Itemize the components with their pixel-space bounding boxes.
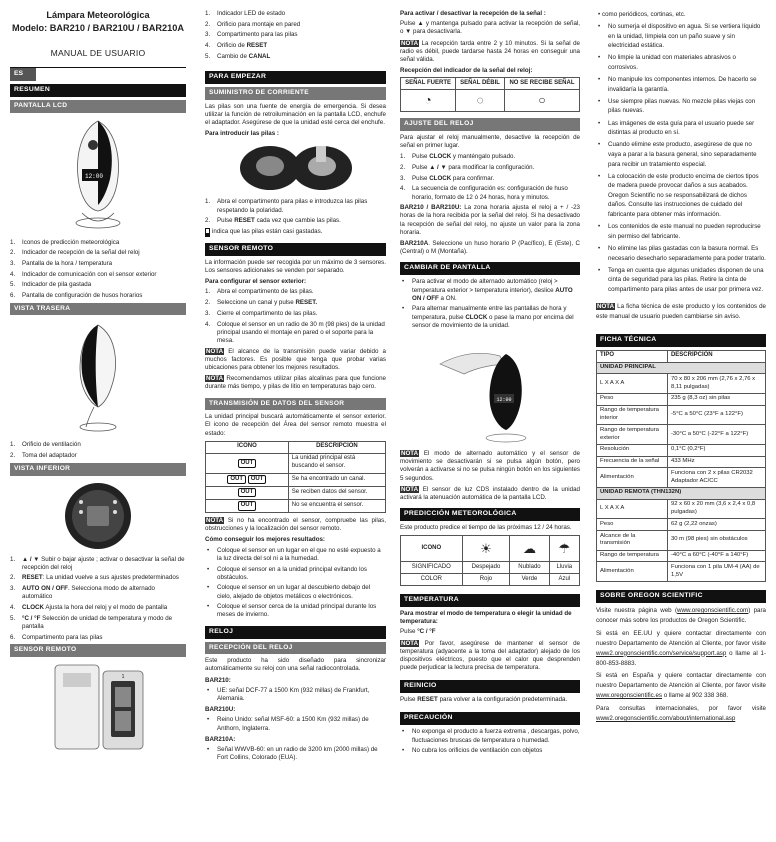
zona-text: BAR210 / BAR210U: La zona horaria ajusta el reloj a + / -23 horas de la hora recibida por la señal del reloj. Si ha desactivado la recepción de señal del reloj, no ajuste un valor para la zona horaria. [400,204,580,236]
mejores-heading: Cómo conseguir los mejores resultados: [205,536,325,544]
es-support-link[interactable]: www.oregonscientific.es [596,692,663,700]
table-row [401,90,580,112]
precaucion-list-cont [596,10,766,294]
list-item: • Coloque el sensor en un lugar al descubierto debajo del cielo, alejado de objetos metálicos o electrónicos. [205,584,386,600]
section-ficha: FICHA TÉCNICA [596,334,766,347]
list-item: 2. Seleccione un canal y pulse RESET. [205,299,318,307]
list-item: • No sumerja el dispositivo en agua. Si se vertiera líquido en la unidad, límpiela con un paño suave y sin electricidad estática. [596,22,766,51]
out-receiving-icon: OUT [238,488,257,497]
list-item: 2. Indicador de recepción de la señal del reloj [10,249,140,257]
table-row: Alcance de la transmisión 30 m (98 pies) sin obstáculos [597,531,766,551]
list-item: • Las imágenes de esta guía para el usuario puede ser distintas al producto en sí. [596,119,766,138]
list-item: • La colocación de este producto encima de ciertos tipos de madera puede provocar daños a sus acabados. Oregon Scientific no se responsabilizará de dichos daños. Consulte las instrucciones de cuidado del fabricante para obtener más información. [596,172,766,220]
section-prediccion: PREDICCIÓN METEOROLÓGICA [400,508,580,521]
list-item: • Los contenidos de este manual no pueden reproducirse sin permiso del fabricante. [596,222,766,241]
list-item: 5. Indicador de pila gastada [10,281,92,289]
signal-icon-table: ICONO DESCRIPCIÓN OUT La unidad principal está buscando el sensor. OUT OUT Se ha encontrado un canal. OUT Se reciben datos del sensor. OUT No se encuentra el sensor. [205,441,386,513]
list-item: • Para alternar manualmente entre las pantallas de hora y temperatura, pulse CLOCK o pase la mano por encima del sensor de movimiento de la unidad. [400,305,580,330]
list-item: 4. La secuencia de configuración es: configuración de huso horario, formato de 12 ó 24 horas, hora y minutos. [400,185,568,201]
list-item: 2. Pulse RESET cada vez que cambie las pilas. [205,217,341,225]
website-link[interactable]: www.oregonscientific.com [677,606,749,614]
table-row: Rango de temperatura interior -5°C a 50°C (23°F a 122°F) [597,405,766,425]
table-row: OUT La unidad principal está buscando el sensor. [206,453,386,473]
specs-table: TIPO DESCRIPCIÓN UNIDAD PRINCIPAL L X A X A 70 x 80 x 206 mm (2,76 x 2,76 x 8,11 pulgadas) Peso 235 g (8,3 oz) sin pilas Rango de temperatura interior -5°C a 50°C (23°F a 122°F) Rango de temperatura exterior -30°C a 50°C (-22°F a 122°F) Resolución 0,1°C (0,2°F) Frecuencia de la señal 433 MHz Alimentación Funciona con 2 x pilas CR2032 Adaptador AC/CC UNIDAD REMOTA (THN132N) L X A X A 92 x 60 x 20 mm (3,6 x 2,4 x 0,8 pulgadas) Peso 62 g (2,22 onzas) Alcance de la transmisión 30 m (98 pies) sin obstáculos Rango de temperatura -40°C a 60°C (-40°F a 140°F) Alimentación Funciona con 1 pila UM-4 (AA) de 1,5V [596,350,766,582]
list-item: 1. Abra el compartimento de las pilas. [205,288,314,296]
channel-number: 1 [121,673,125,680]
list-item: • Señal WWVB-60: en un radio de 3200 km (2000 millas) de Fort Collins, Colorado (EUA). [205,746,386,762]
out-found-icon: OUT [248,475,267,484]
note: NOTA La ficha técnica de este producto y los contenidos de este manual de usuario pueden cambiarse sin aviso. [596,303,766,321]
configurar-heading: Para configurar el sensor exterior: [205,278,307,286]
introducir-heading: Para introducir las pilas : [205,130,279,138]
rear-legend-list [10,441,186,460]
list-item: • No elimine las pilas gastadas con la basura normal. Es necesario desecharlo separadamente para poder tratarlo. [596,244,766,263]
recepcion-text: Este producto ha sido diseñado para sincronizar automáticamente su reloj con una señal radiocontrolada. [205,657,386,673]
list-item: 3. Pantalla de la hora / temperatura [10,260,113,267]
table-row: Rango de temperatura -40°C a 60°C (-40°F a 140°F) [597,550,766,562]
precaucion-list [400,728,580,755]
strong-signal-icon: ◔ [424,92,432,107]
remote-sensor-illustration [43,661,153,753]
low-battery-line: indica que las pilas están casi gastadas. [205,228,386,237]
ajuste-text: Para ajustar el reloj manualmente, desactive la recepción de señal en primer lugar. [400,133,580,150]
model-list [205,746,386,762]
model-heading: BAR210: [205,676,231,684]
section-sensor-remoto-2: SENSOR REMOTO [205,243,386,256]
table-row: ICONO ☀ ☁ ☂ [401,536,580,562]
section-sobre: SOBRE OREGON SCIENTIFIC [596,590,766,603]
bottom-view-illustration [53,480,143,552]
bottom-legend-list [10,556,186,642]
activar-heading: Para activar / desactivar la recepción de la señal : [400,10,546,17]
list-item: 3. AUTO ON / OFF. Selecciona modo de alternado automático [10,585,155,601]
model-list [205,687,386,703]
transmision-text: La unidad principal buscará automáticamente el sensor exterior. El icono de recepción del Área del sensor remoto muestra el estado: [205,413,386,437]
note: NOTA Por favor, asegúrese de mantener el sensor de temperatura (adyacente a la toma del adaptador) alejado de los dispositivos eléctricos, puesto que el calor que desprenden puede perjudicar la lectura precisa de temperatura. [400,639,580,672]
section-transmision: TRANSMISIÓN DE DATOS DEL SENSOR [205,398,386,411]
table-row: OUT Se reciben datos del sensor. [206,486,386,499]
list-item: 1. Abra el compartimento para pilas e introduzca las pilas respetando la polaridad. [205,198,368,214]
list-item: • Use siempre pilas nuevas. No mezcle pilas viejas con pilas nuevas. [596,97,766,116]
cambiar-list [400,278,580,330]
lcd-time-text: 12:00 [84,172,104,180]
section-vista-inferior: VISTA INFERIOR [10,463,186,476]
list-item: 3. Compartimento para las pilas [205,31,298,39]
zona-a-text: BAR210A. Seleccione un huso horario P (Pacífico), E (Este), C (Central) o M (Montaña). [400,239,580,256]
table-row: Alimentación Funciona con 1 pila UM-4 (AA) de 1,5V [597,562,766,582]
section-vista-trasera: VISTA TRASERA [10,303,186,316]
column-1 [10,10,186,757]
list-item: 1. Orificio de ventilación [10,441,81,449]
list-item: 2. Toma del adaptador [10,452,77,460]
tips-list [205,547,386,620]
out-found-icon: OUT [227,475,246,484]
table-row: Rango de temperatura exterior -30°C a 50°C (-22°F a 122°F) [597,425,766,445]
section-cambiar: CAMBIAR DE PANTALLA [400,262,580,275]
list-item: • Reino Unido: señal MSF-60: a 1500 Km (932 millas) de Anthorn, Inglaterra. [205,716,386,732]
list-item: • No limpie la unidad con materiales abrasivos o corrosivos. [596,53,766,72]
contact-line: Visite nuestra página web (www.oregonscientific.com) para conocer más sobre los productos de Oregon Scientific. [596,606,766,624]
note: NOTA El alcance de la transmisión puede variar debido a muchos factores. Es posible que tenga que probar varias ubicaciones para obtener los mejores resultados. [205,347,386,371]
list-item: 4. Coloque el sensor en un radio de 30 m (98 pies) de la unidad principal usando el montaje en pared o el soporte para la mesa. [205,320,385,344]
note: NOTA La recepción tarda entre 2 y 10 minutos. Si la señal de radio es débil, puede tardarse hasta 24 horas en conseguir una señal válida. [400,39,580,63]
section-reloj: RELOJ [205,626,386,639]
sensor-text: La información puede ser recogida por un máximo de 3 sensores. Los sensores adicionales se venden por separado. [205,258,386,275]
language-tag: ES [10,68,36,81]
list-item: 1. Indicador LED de estado [205,10,286,17]
section-pantalla-lcd: PANTALLA LCD [10,100,186,113]
note: NOTA El sensor de luz CDS instalado dentro de la unidad activará la atenuación automática de la pantalla LCD. [400,485,580,501]
table-row: OUT OUT Se ha encontrado un canal. [206,473,386,486]
temperatura-text: Pulse °C / °F [400,628,436,636]
note: NOTA Recomendamos utilizar pilas alcalinas para que funcione durante más tiempo, y pilas de litio en temperaturas bajo cero. [205,375,386,391]
divider [10,67,186,68]
list-item: 5. °C / °F Selección de unidad de temperatura y modo de pantalla [10,614,173,630]
signal-strength-table: SEÑAL FUERTE SEÑAL DÉBIL NO SE RECIBE SEÑAL ◔ ◌ ○ [400,77,580,112]
list-item: 1. Pulse CLOCK y manténgalo pulsado. [400,153,516,161]
list-item: 4. Orificio de RESET [205,42,268,50]
section-temperatura: TEMPERATURA [400,594,580,607]
list-item: 4. Indicador de comunicación con el sensor exterior [10,270,157,278]
cloud-icon: ☁ [522,541,536,557]
contact-block [596,606,766,724]
note: NOTA Si no ha encontrado el sensor, compruebe las pilas, obstrucciones y la localización del sensor remoto. [205,517,386,533]
list-item: • Coloque el sensor en a la unidad principal evitando los obstáculos. [205,566,386,582]
list-item: 6. Compartimento para las pilas [10,633,103,641]
out-lost-icon: OUT [238,501,257,510]
section-empezar: PARA EMPEZAR [205,71,386,84]
up-arrow-icon: ▲ [417,20,424,28]
list-item: 2. Orificio para montaje en pared [205,20,301,28]
table-row: SIGNIFICADO Despejado Nublado Lluvia [401,562,580,574]
contact-line: Si está en EE.UU y quiere contactar directamente con nuestro Departamento de Atención al Cliente, por favor visite www2.oregonscientific.com/service/support.asp o llame al 1-800-853-8883. [596,629,766,667]
list-item: • Tenga en cuenta que algunas unidades disponen de una cinta de seguridad para las pilas. Retire la cinta de compartimento para pilas antes de usar por primera vez. [596,266,766,295]
reinicio-text: Pulse RESET para volver a la configuración predeterminada. [400,696,568,704]
table-row: Alimentación Funciona con 2 x pilas CR2032 Adaptador AC/CC [597,468,766,488]
battery-icon [205,228,210,237]
international-link[interactable]: www2.oregonscientific.com/about/international.asp [596,715,736,723]
lcd-legend-list [10,239,186,301]
suministro-text: Las pilas son una fuente de energía de emergencia. Si desea utilizar la función de retroiluminación en la pantalla LCD, enchufe el adaptador. Asegúrese de que la unidad esté cerca del enchufe. [205,102,386,126]
column-3 [400,10,580,758]
lcd-front-illustration [68,117,128,235]
out-searching-icon: OUT [238,459,257,468]
list-item: 1. ▲ / ▼ Subir o bajar ajuste ; activar o desactivar la señal de recepción del reloj [10,555,185,571]
activar-text: Pulse ▲ y mantenga pulsado para activar la recepción de señal, o ▼ para desactivarla. [400,20,580,36]
model-heading: BAR210U: [205,706,236,714]
model-list [205,716,386,732]
forecast-table [400,535,580,586]
list-item: 2. RESET: La unidad vuelve a sus ajustes predeterminados [10,574,179,582]
product-title: Lámpara Meteorológica [46,10,150,20]
contact-line: Si está en España y quiere contactar directamente con nuestro Departamento de Atención al Cliente, por favor visite www.oregonscientific.es o llame al 902 338 368. [596,672,766,700]
section-resumen: RESUMEN [10,84,186,97]
manual-heading: MANUAL DE USUARIO [50,47,146,58]
no-signal-icon: ○ [538,92,546,107]
list-item: • como periódicos, cortinas, etc. [596,10,766,20]
table-row: Resolución 0,1°C (0,2°F) [597,444,766,456]
battery-illustration [236,142,356,194]
list-item: 3. Cierre el compartimento de las pilas. [205,309,318,317]
hand-lcd-time: 12:00 [496,396,512,403]
list-item: 3. Pulse CLOCK para confirmar. [400,174,495,182]
note: NOTA El modo de alternado automático y el sensor de movimiento se desactivarán si se pulsa algún botón, pero volverán a activarse si no se pulsa ningún botón en los siguientes 5 segundos. [400,449,580,482]
list-item: • No manipule los componentes internos. De hacerlo se invalidaría la garantía. [596,75,766,94]
list-item: • Coloque el sensor en un lugar en el que no esté expuesto a la luz directa del sol ni a la humedad. [205,547,386,563]
list-item: • Para activar el modo de alternado automático (reloj > temperatura exterior > temperatura interior), deslice AUTO ON / OFF a ON. [400,278,580,303]
section-recepcion: RECEPCIÓN DEL RELOJ [205,642,386,655]
rain-icon: ☂ [558,541,571,557]
section-sensor-remoto: SENSOR REMOTO [10,644,186,657]
list-item: • UE: señal DCF-77 a 1500 Km (932 millas) de Frankfurt, Alemania. [205,687,386,703]
section-suministro: SUMINISTRO DE CORRIENTE [205,87,386,100]
hand-wave-illustration [430,334,550,446]
temperatura-heading: Para mostrar el modo de temperatura o elegir la unidad de temperatura: [400,610,572,626]
sensor-steps [205,288,386,345]
table-row: Peso 62 g (2,22 onzas) [597,519,766,531]
list-item: 6. Pantalla de configuración de husos horarios [10,292,143,300]
table-row: OUT No se encuentra el sensor. [206,499,386,512]
battery-steps [205,198,386,225]
list-item: • No cubra los orificios de ventilación con objetos [400,747,580,755]
list-item: 5. Cambio de CANAL [205,52,271,60]
sun-icon: ☀ [480,541,492,557]
list-item: • Coloque el sensor cerca de la unidad principal durante los meses de invierno. [205,603,386,619]
sensor-parts-list [205,10,386,61]
list-item: • Cuando elimine este producto, asegúrese de que no vaya a parar a la basura general, sino separadamente para recibir un tratamiento especial. [596,140,766,169]
list-item: • No exponga el producto a fuerza extrema , descargas, polvo, fluctuaciones bruscas de temperatura o humedad. [400,728,580,744]
section-reinicio: REINICIO [400,680,580,693]
list-item: 2. Pulse ▲ / ▼ para modificar la configuración. [400,163,535,171]
section-precaucion: PRECAUCIÓN [400,712,580,725]
table-row: L X A X A 92 x 60 x 20 mm (3,6 x 2,4 x 0,8 pulgadas) [597,499,766,519]
column-2 [205,10,386,765]
contact-line: Para consultas internacionales, por favor visite www2.oregonscientific.com/about/international.asp [596,705,766,723]
table-row: Frecuencia de la señal 433 MHz [597,456,766,468]
table-row: L X A X A 70 x 80 x 206 mm (2,76 x 2,76 x 8,11 pulgadas) [597,374,766,394]
table-row: COLOR Rojo Verde Azul [401,574,580,586]
indicador-heading: Recepción del indicador de la señal del reloj: [400,67,533,75]
list-item: 4. CLOCK Ajusta la hora del reloj y el modo de pantalla [10,603,168,611]
rear-view-illustration [68,319,128,437]
section-ajuste: AJUSTE DEL RELOJ [400,118,580,131]
down-arrow-icon: ▼ [405,28,412,36]
ajuste-steps [400,153,580,201]
table-row: Peso 235 g (8,3 oz) sin pilas [597,393,766,405]
us-support-link[interactable]: www2.oregonscientific.com/service/support.asp [596,649,727,657]
column-4 [596,10,766,727]
weak-signal-icon: ◌ [476,92,484,107]
model-line: Modelo: BAR210 / BAR210U / BAR210A [11,22,185,33]
list-item: 1. Iconos de predicción meteorológica [10,238,120,246]
model-heading: BAR210A: [205,735,236,743]
prediccion-text: Este producto predice el tiempo de las próximas 12 / 24 horas. [400,524,572,532]
